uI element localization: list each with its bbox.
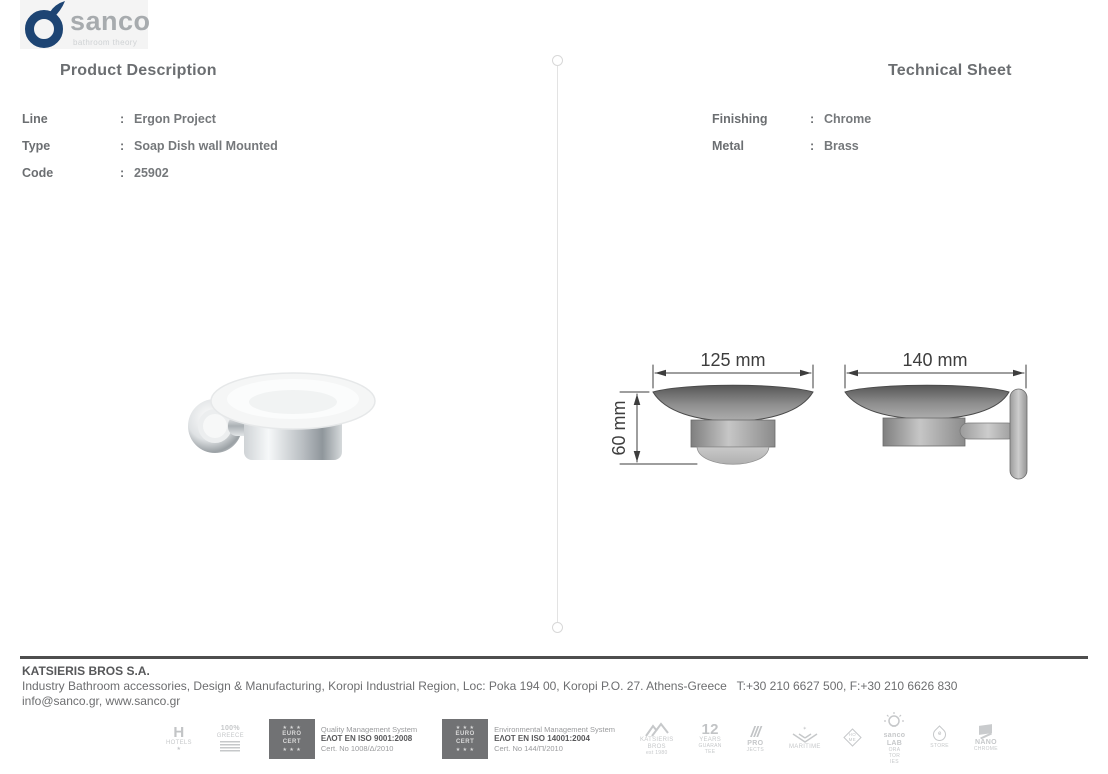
spec-label: Code	[22, 166, 54, 180]
footer-divider	[20, 656, 1088, 659]
dish-front	[653, 385, 813, 421]
spec-label: Line	[22, 112, 48, 126]
company-name: KATSIERIS BROS S.A.	[22, 664, 150, 678]
spec-row-finishing	[712, 112, 871, 139]
vertical-divider	[557, 66, 558, 622]
spec-colon: :	[120, 112, 125, 126]
years-sub1: GUARAN	[698, 743, 722, 750]
katsieris-line3: est 1980	[645, 749, 668, 756]
sancolab-line5: IES	[889, 758, 899, 765]
technical-sheet-title: Technical Sheet	[888, 62, 1012, 79]
eurocert-cert: CERT	[455, 739, 475, 745]
estore-e: e	[937, 731, 942, 738]
hotels-icon: H	[173, 724, 185, 742]
product-specs	[22, 112, 278, 193]
greece-percent: 100%	[220, 724, 240, 732]
iso-14001-certification	[442, 719, 615, 759]
technical-specs	[712, 112, 871, 166]
star-icon: ★	[176, 746, 182, 753]
cert-number: Cert. No 144/Π/2010	[494, 744, 563, 753]
stars-top: ★ ★ ★	[282, 724, 302, 731]
front-view-drawing	[609, 350, 813, 464]
cert-standard: ΕΛΟΤ EN ISO 14001:2004	[494, 734, 590, 743]
sanco-laboratories-badge	[884, 712, 906, 765]
dim-depth-side: 140 mm	[902, 350, 968, 370]
maritime-star-icon: ✶	[802, 726, 808, 733]
cert-standard: ΕΛΟΤ EN ISO 9001:2008	[320, 734, 413, 743]
spec-label: Finishing	[712, 112, 768, 126]
spec-row-code	[22, 166, 278, 193]
katsieris-bros-badge	[640, 722, 674, 757]
maritime-label: MARITIME	[788, 743, 821, 750]
estore-label: STORE	[930, 743, 949, 750]
hotels-badge	[166, 725, 192, 753]
sancolab-line1: sanco	[883, 732, 906, 740]
iso-14001-text	[494, 725, 615, 754]
projects-line1: PRO	[747, 739, 764, 747]
cert-system: Quality Management System	[320, 724, 418, 734]
hotels-label: HOTELS	[166, 740, 192, 747]
iso-9001-text	[321, 725, 417, 754]
eurocert-euro: EURO	[282, 731, 302, 738]
estore-badge	[930, 728, 949, 750]
spec-row-type	[22, 139, 278, 166]
nano-line2: CHROME	[973, 746, 998, 753]
katsieris-line1: KATSIERIS	[639, 736, 674, 743]
water-drop-icon	[22, 1, 68, 49]
eurocert-cert: CERT	[282, 739, 302, 745]
sancolab-line2: LAB	[886, 740, 903, 748]
divider-dot-top	[552, 55, 563, 66]
technical-drawing	[605, 342, 1060, 497]
home-inner-text: HO ME	[848, 731, 856, 742]
dome-front	[697, 447, 769, 464]
spec-label: Metal	[712, 139, 744, 153]
iso-9001-certification	[269, 719, 417, 759]
logo-tagline: bathroom theory	[73, 38, 138, 47]
product-description-title: Product Description	[60, 62, 217, 79]
katsieris-line2: BROS	[647, 743, 666, 750]
divider-dot-bottom	[552, 622, 563, 633]
base-side	[883, 418, 965, 446]
spec-row-metal	[712, 139, 871, 166]
eurocert-euro: EURO	[455, 731, 475, 738]
greece-label: GREECE	[216, 732, 244, 739]
slashes-icon: ///	[750, 723, 761, 741]
company-contacts: info@sanco.gr, www.sanco.gr	[22, 694, 181, 708]
nano-chrome-badge	[974, 725, 998, 753]
spec-value: Soap Dish wall Mounted	[134, 139, 278, 153]
stars-bottom: ★ ★ ★	[455, 746, 475, 753]
dish-side	[845, 385, 1009, 419]
projects-badge	[747, 725, 764, 754]
12-years-badge	[699, 722, 722, 755]
spec-colon: :	[120, 139, 125, 153]
side-view-drawing	[845, 350, 1027, 479]
cert-number: Cert. No 1008/Δ/2010	[320, 744, 394, 753]
stars-top: ★ ★ ★	[455, 724, 475, 731]
spec-colon: :	[120, 166, 125, 180]
stars-bottom: ★ ★ ★	[282, 746, 302, 753]
spec-colon: :	[810, 112, 815, 126]
greece-badge	[217, 725, 244, 754]
sancolab-line3: ORA	[888, 747, 901, 754]
home-diamond-icon	[843, 728, 861, 746]
years-label: YEARS	[699, 737, 722, 744]
product-photo	[180, 356, 385, 486]
projects-line2: JECTS	[746, 746, 765, 753]
home-badge	[846, 731, 859, 747]
maritime-badge	[789, 727, 821, 751]
company-address: Industry Bathroom accessories, Design & Manufacturing, Koropi Industrial Region, Loc: Poka 194 00, Koropi P.O. 27. Athens-Greece T:+30 210 6627 500, F:+30 210 6626 830	[22, 679, 958, 693]
spec-value: Brass	[824, 139, 859, 153]
nano-line1: NANO	[975, 739, 997, 747]
spec-row-line	[22, 112, 278, 139]
spec-value: Chrome	[824, 112, 872, 126]
mountains-icon	[644, 722, 670, 737]
logo-wordmark: sanco	[70, 6, 151, 36]
years-number: 12	[701, 721, 719, 739]
estore-drop-icon	[930, 725, 948, 743]
spec-value: 25902	[134, 166, 169, 180]
dim-height-front: 60 mm	[609, 400, 629, 456]
certification-badges	[166, 710, 998, 768]
cert-system: Environmental Management System	[494, 724, 615, 734]
base-front	[691, 420, 775, 447]
eurocert-badge-icon	[269, 719, 315, 759]
arm-side	[960, 423, 1016, 439]
spec-colon: :	[810, 139, 815, 153]
eurocert-badge-icon	[442, 719, 488, 759]
spec-value: Ergon Project	[134, 112, 216, 126]
years-sub2: TEE	[704, 748, 716, 755]
dim-width-front: 125 mm	[700, 350, 766, 370]
spec-label: Type	[22, 139, 51, 153]
seagull-icon	[792, 733, 818, 744]
greek-flag-icon	[220, 741, 240, 753]
lightbulb-icon	[884, 712, 904, 730]
wall-plate-side	[1010, 389, 1027, 479]
sancolab-line4: TOR	[888, 753, 901, 760]
brand-logo	[20, 0, 151, 49]
